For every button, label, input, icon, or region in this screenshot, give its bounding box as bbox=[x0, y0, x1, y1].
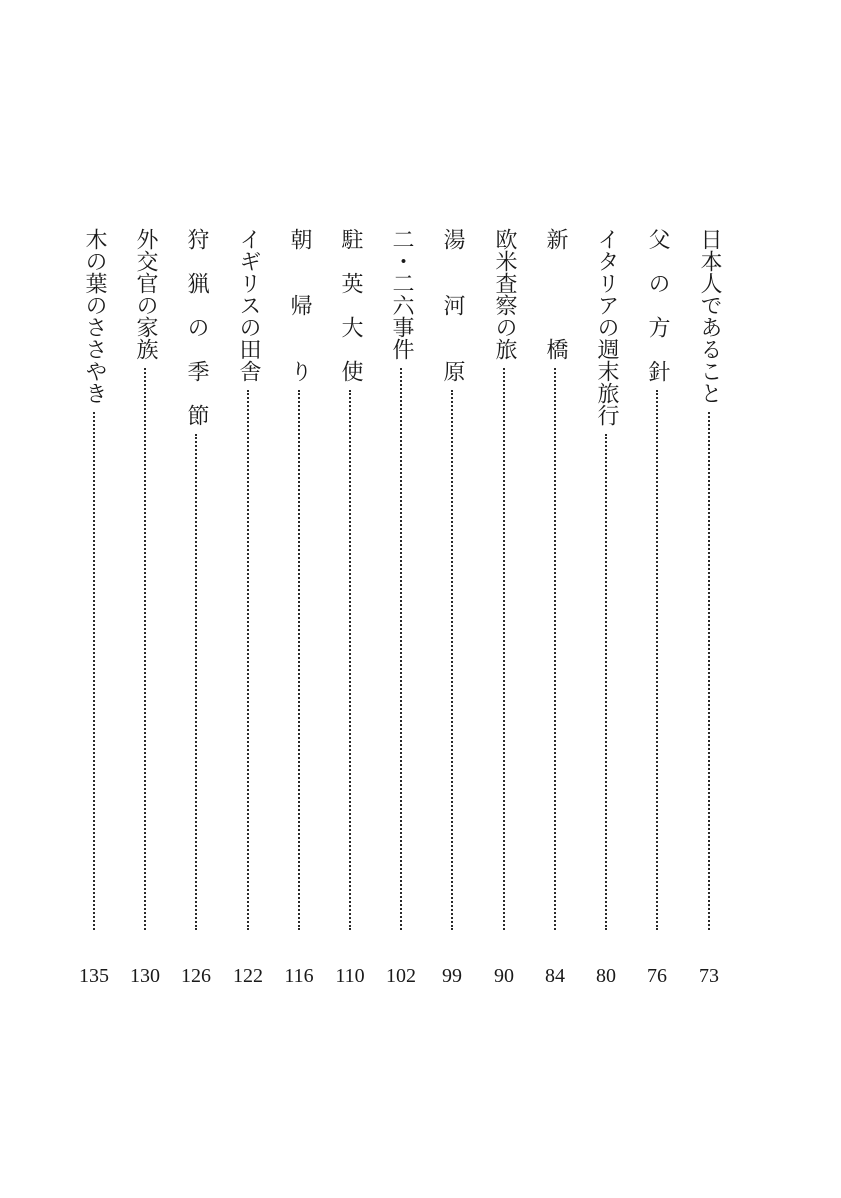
toc-entry bbox=[540, 228, 570, 988]
toc-entry-page: 80 bbox=[596, 965, 616, 987]
toc-entry-page: 126 bbox=[181, 965, 211, 987]
toc-entry-page: 110 bbox=[335, 965, 365, 987]
toc-entry bbox=[335, 228, 365, 988]
toc-entry bbox=[591, 228, 621, 988]
toc-entry-page: 73 bbox=[699, 965, 719, 987]
toc-entry bbox=[233, 228, 263, 988]
dot-leader bbox=[298, 390, 300, 930]
dot-leader bbox=[247, 390, 249, 930]
toc-entry-page: 76 bbox=[647, 965, 667, 987]
toc-entry-page: 102 bbox=[386, 965, 416, 987]
toc-entry bbox=[437, 228, 467, 988]
toc-entry bbox=[386, 228, 416, 988]
dot-leader bbox=[195, 434, 197, 930]
dot-leader bbox=[349, 390, 351, 930]
toc-entry-page: 84 bbox=[545, 965, 565, 987]
toc-entry-page: 130 bbox=[130, 965, 160, 987]
toc-entry-page: 90 bbox=[494, 965, 514, 987]
dot-leader bbox=[656, 390, 658, 930]
toc-entry-title: 外交官の家族 bbox=[133, 228, 158, 360]
toc-entry bbox=[489, 228, 519, 988]
dot-leader bbox=[605, 434, 607, 930]
toc-entry-title: 木の葉のささやき bbox=[82, 228, 107, 404]
toc-entry-page: 122 bbox=[233, 965, 263, 987]
toc-entry bbox=[130, 228, 160, 988]
toc-entry-title: 新 橋 bbox=[543, 228, 568, 360]
toc-entry-title: イタリアの週末旅行 bbox=[594, 228, 619, 426]
toc-entry bbox=[284, 228, 314, 988]
toc-entry-title: 駐 英 大 使 bbox=[338, 228, 363, 382]
toc-entry bbox=[694, 228, 724, 988]
toc-entry-title: 狩 猟 の 季 節 bbox=[184, 228, 209, 426]
toc-entry-page: 135 bbox=[79, 965, 109, 987]
toc-entry-title: 日本人であること bbox=[697, 228, 722, 404]
toc-entry-title: 欧米査察の旅 bbox=[492, 228, 517, 360]
dot-leader bbox=[451, 390, 453, 930]
toc-entry-title: イギリスの田舎 bbox=[236, 228, 261, 382]
toc-entry-title: 湯 河 原 bbox=[440, 228, 465, 382]
dot-leader bbox=[708, 412, 710, 930]
toc-entry-title: 朝 帰 り bbox=[287, 228, 312, 382]
toc-entry bbox=[79, 228, 109, 988]
dot-leader bbox=[400, 368, 402, 930]
toc-entry-page: 99 bbox=[442, 965, 462, 987]
toc-entry-title: 二・二六事件 bbox=[389, 228, 414, 360]
toc-entry bbox=[642, 228, 672, 988]
table-of-contents bbox=[0, 228, 841, 988]
dot-leader bbox=[503, 368, 505, 930]
dot-leader bbox=[144, 368, 146, 930]
toc-entry-page: 116 bbox=[284, 965, 314, 987]
dot-leader bbox=[93, 412, 95, 930]
dot-leader bbox=[554, 368, 556, 930]
toc-entry bbox=[181, 228, 211, 988]
toc-entry-title: 父 の 方 針 bbox=[645, 228, 670, 382]
